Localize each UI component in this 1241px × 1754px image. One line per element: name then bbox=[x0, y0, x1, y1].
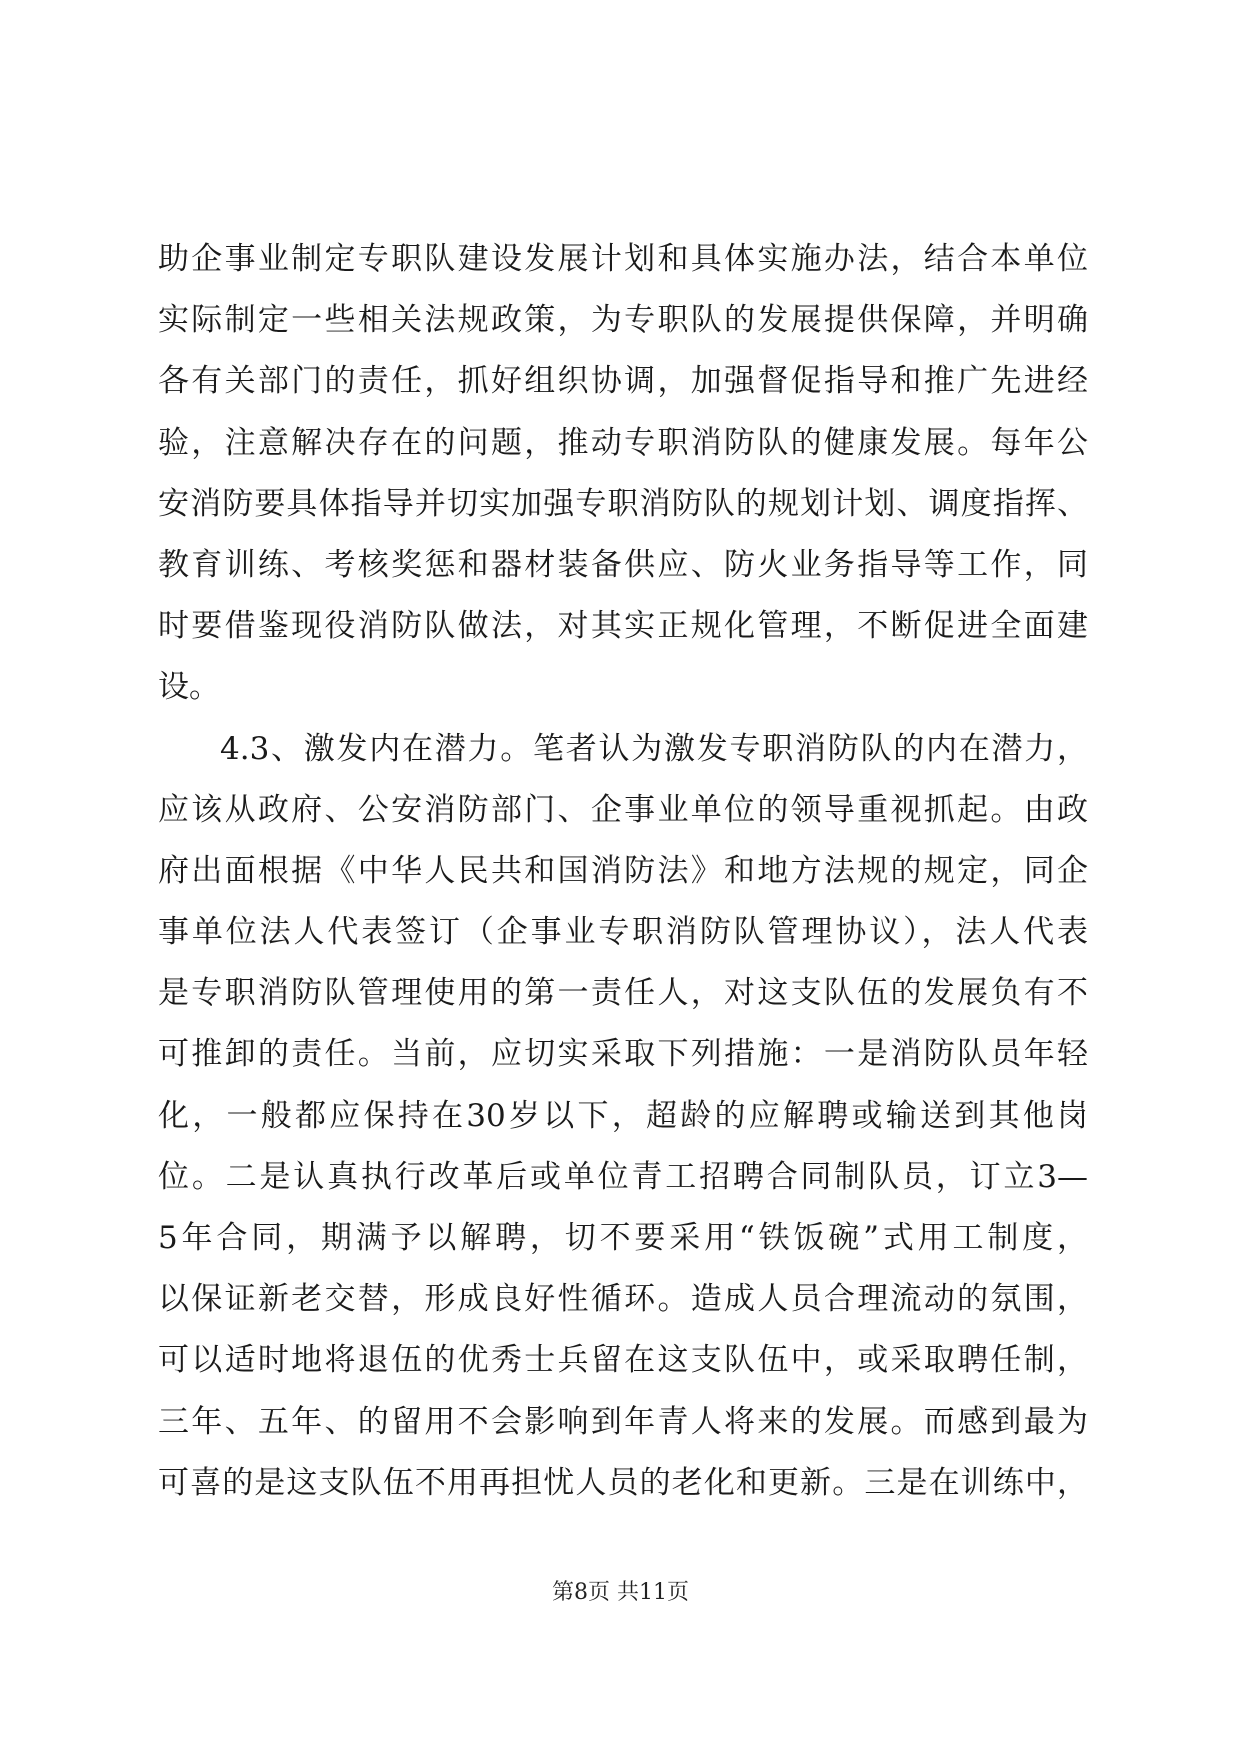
paragraph2-line: 以保证新老交替，形成良好性循环。造成人员合理流动的氛围， bbox=[158, 1281, 1088, 1318]
paragraph1-line: 各有关部门的责任，抓好组织协调，加强督促指导和推广先进经 bbox=[158, 363, 1088, 400]
paragraph2-line: 化，一般都应保持在30岁以下，超龄的应解聘或输送到其他岗 bbox=[158, 1097, 1088, 1134]
body-text bbox=[158, 229, 1088, 1514]
paragraph2-line: 是专职消防队管理使用的第一责任人，对这支队伍的发展负有不 bbox=[158, 975, 1088, 1012]
paragraph1-line: 设。 bbox=[158, 669, 220, 706]
paragraph2-line: 三年、五年、的留用不会影响到年青人将来的发展。而感到最为 bbox=[158, 1403, 1088, 1440]
paragraph2-line: 位。二是认真执行改革后或单位青工招聘合同制队员，订立3— bbox=[158, 1158, 1088, 1195]
paragraph2-line: 可以适时地将退伍的优秀士兵留在这支队伍中，或采取聘任制， bbox=[158, 1342, 1088, 1379]
paragraph2-line: 府出面根据《中华人民共和国消防法》和地方法规的规定，同企 bbox=[158, 852, 1088, 889]
paragraph1-line: 安消防要具体指导并切实加强专职消防队的规划计划、调度指挥、 bbox=[158, 485, 1088, 522]
paragraph2-line: 可喜的是这支队伍不用再担忧人员的老化和更新。三是在训练中， bbox=[158, 1464, 1088, 1501]
paragraph2-line: 可推卸的责任。当前，应切实采取下列措施：一是消防队员年轻 bbox=[158, 1036, 1088, 1073]
page-number-footer: 第8页 共11页 bbox=[552, 1580, 689, 1605]
paragraph1-line: 实际制定一些相关法规政策，为专职队的发展提供保障，并明确 bbox=[158, 302, 1088, 339]
paragraph2-line: 5年合同，期满予以解聘，切不要采用“铁饭碗”式用工制度， bbox=[158, 1220, 1088, 1256]
paragraph2-line: 应该从政府、公安消防部门、企事业单位的领导重视抓起。由政 bbox=[158, 791, 1088, 828]
paragraph2-line: 4.3、激发内在潜力。笔者认为激发专职消防队的内在潜力， bbox=[220, 730, 1088, 767]
paragraph1-line: 教育训练、考核奖惩和器材装备供应、防火业务指导等工作，同 bbox=[158, 546, 1088, 583]
paragraph1-line: 助企事业制定专职队建设发展计划和具体实施办法，结合本单位 bbox=[158, 241, 1088, 277]
paragraph1-line: 时要借鉴现役消防队做法，对其实正规化管理，不断促进全面建 bbox=[158, 608, 1088, 645]
paragraph1-line: 验，注意解决存在的问题，推动专职消防队的健康发展。每年公 bbox=[158, 424, 1088, 461]
paragraph2-line: 事单位法人代表签订（企事业专职消防队管理协议），法人代表 bbox=[158, 914, 1088, 951]
